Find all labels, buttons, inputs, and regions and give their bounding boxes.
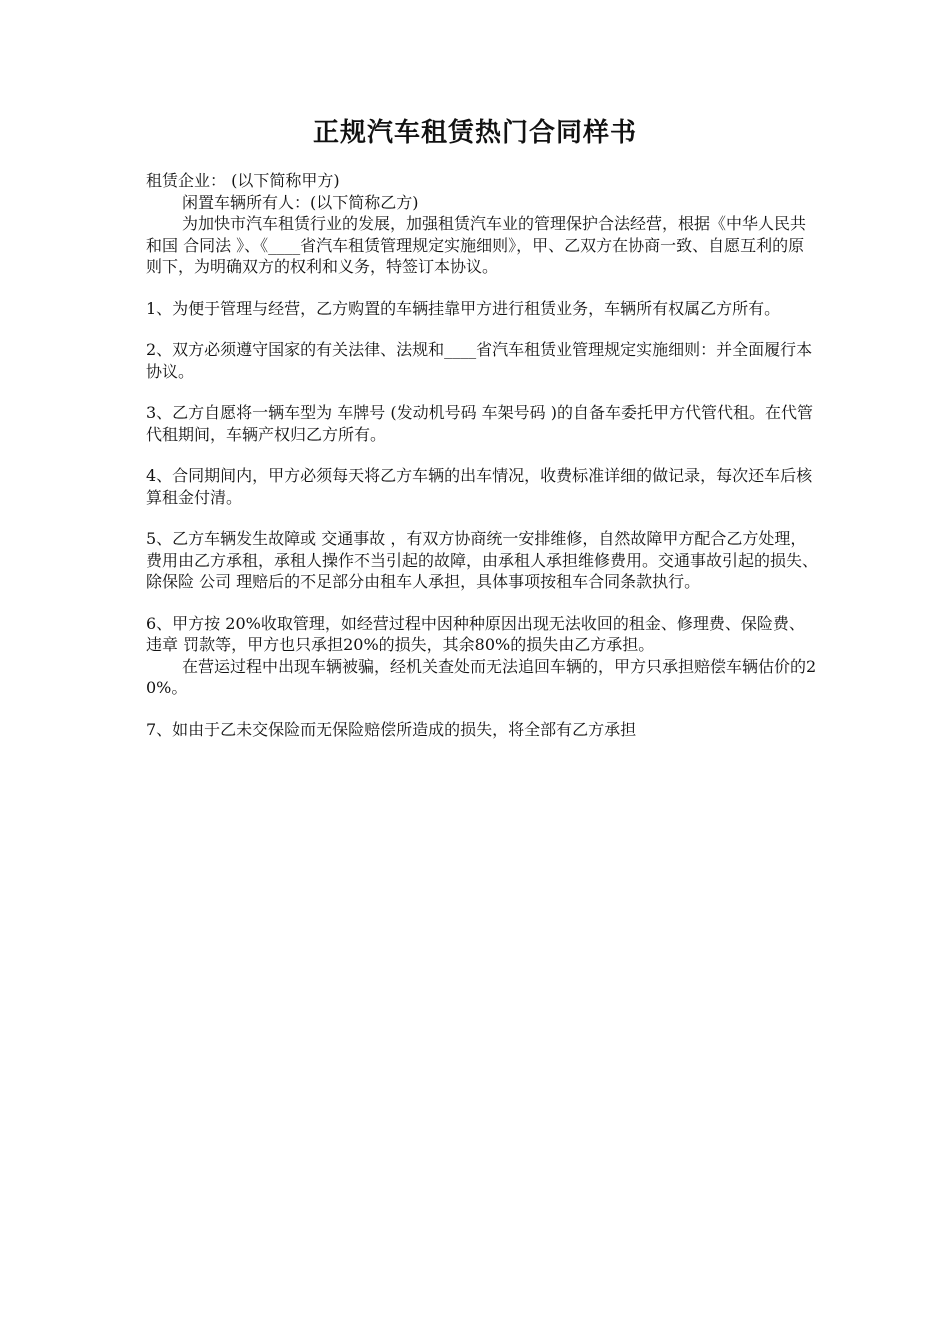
clause-3: 3、乙方自愿将一辆车型为 车牌号 (发动机号码 车架号码 )的自备车委托甲方代管代租。在代管代租期间，车辆产权归乙方所有。 — [146, 403, 814, 444]
party-b-line: 闲置车辆所有人：(以下简称乙方) — [182, 192, 419, 212]
clause-2: 2、双方必须遵守国家的有关法律、法规和____省汽车租赁业管理规定实施细则：并全面履行本协议。 — [146, 340, 813, 381]
party-a-line: 租赁企业： (以下简称甲方) — [146, 171, 340, 190]
preamble-paragraph: 为加快市汽车租赁行业的发展，加强租赁汽车业的管理保护合法经营，根据《中华人民共和国 合同法 》、《____省汽车租赁管理规定实施细则》，甲、乙双方在协商一致、自愿互利的原则下，为明确双方的权利和义务，特签订本协议。 — [146, 214, 807, 276]
document-body — [146, 170, 818, 740]
clause-1: 1、为便于管理与经营，乙方购置的车辆挂靠甲方进行租赁业务，车辆所有权属乙方所有。 — [146, 298, 781, 318]
clause-6: 6、甲方按 20%收取管理，如经营过程中因种种原因出现无法收回的租金、修理费、保险费、 违章 罚款等，甲方也只承担20%的损失，其余80%的损失由乙方承担。 — [146, 613, 805, 654]
document-title: 正规汽车租赁热门合同样书 — [312, 118, 637, 148]
clause-4: 4、合同期间内，甲方必须每天将乙方车辆的出车情况，收费标准详细的做记录，每次还车后核算租金付清。 — [146, 466, 813, 507]
clause-5: 5、乙方车辆发生故障或 交通事故 ，有双方协商统一安排维修，自然故障甲方配合乙方处理，费用由乙方承租，承租人操作不当引起的故障，由承租人承担维修费用。交通事故引起的损失、除保险 公司 理赔后的不足部分由租车人承担，具体事项按租车合同条款执行。 — [146, 529, 819, 591]
clause-7: 7、如由于乙未交保险而无保险赔偿所造成的损失，将全部有乙方承担 — [146, 719, 637, 739]
clause-6-note: 在营运过程中出现车辆被骗，经机关查处而无法追回车辆的，甲方只承担赔偿车辆估价的20%。 — [146, 656, 817, 697]
